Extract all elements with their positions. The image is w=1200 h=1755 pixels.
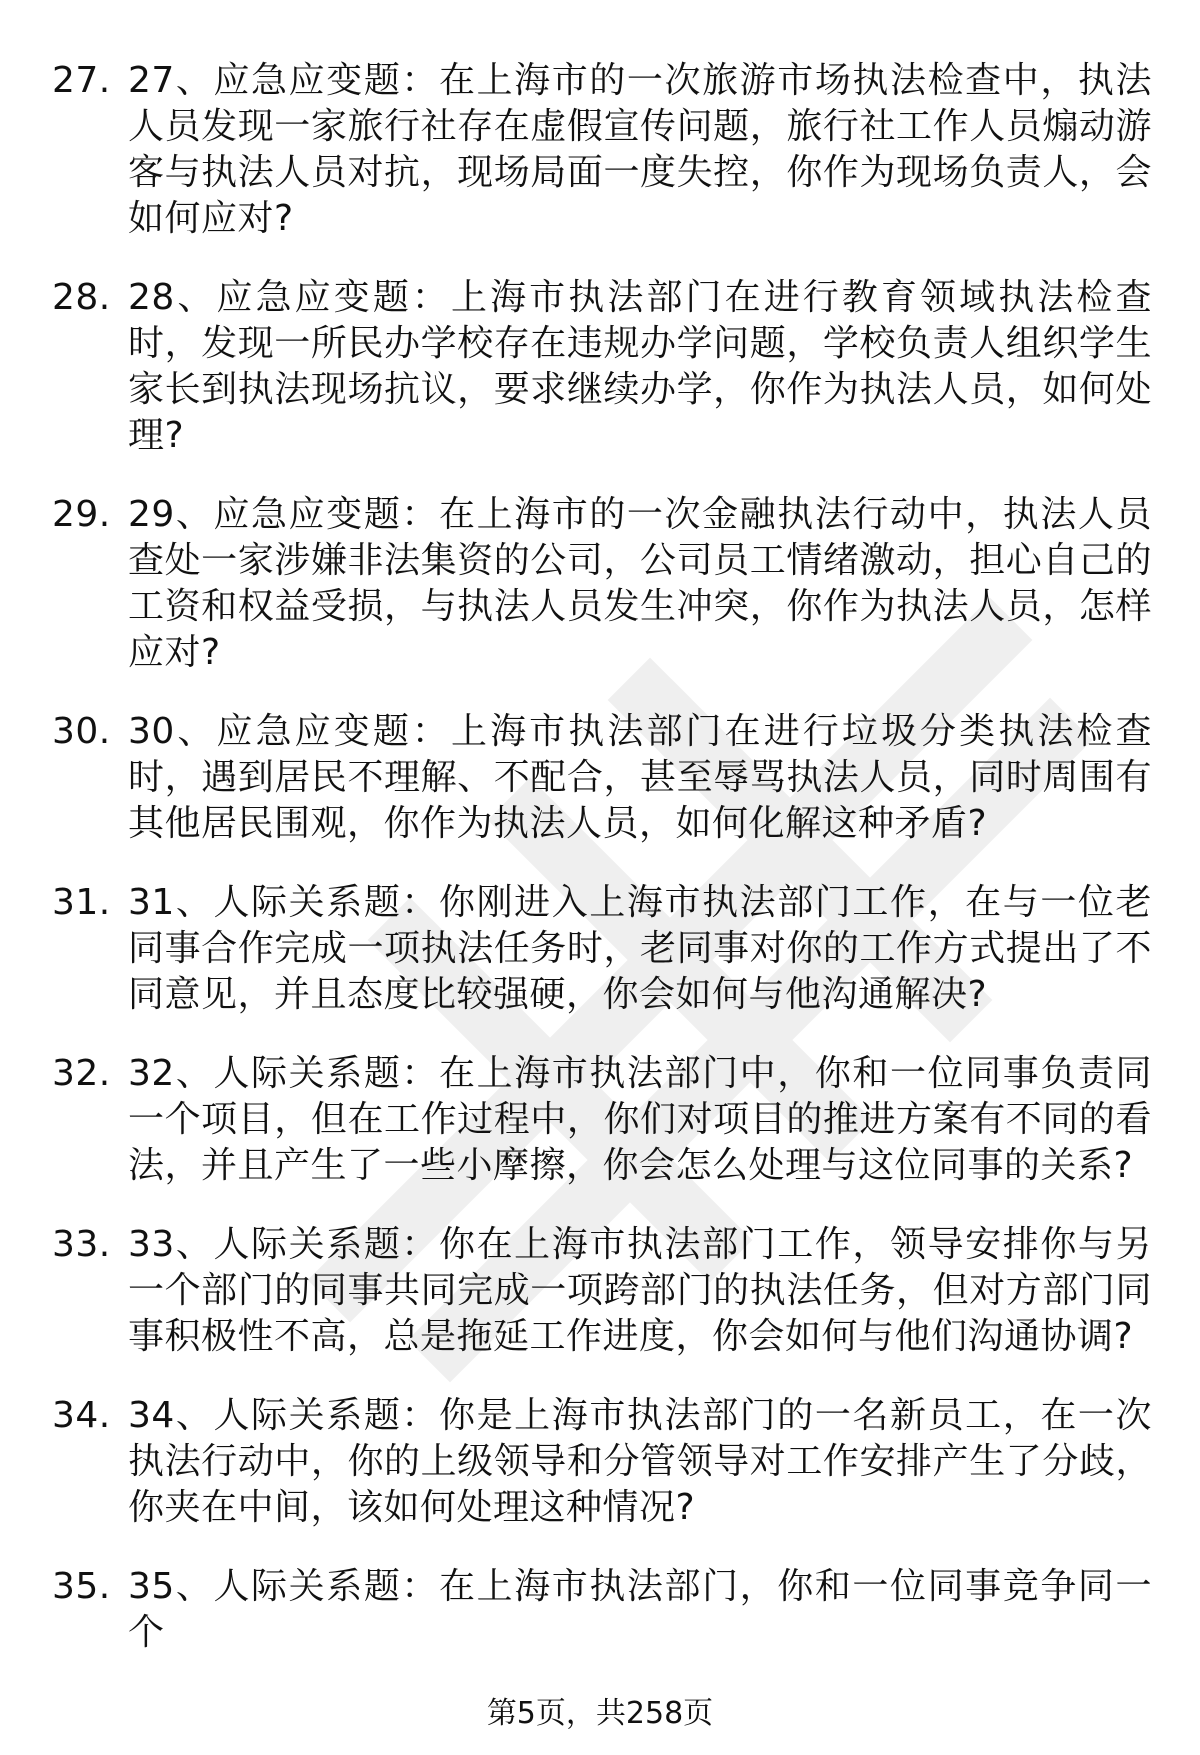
question-text: 28、应急应变题：上海市执法部门在进行教育领域执法检查时，发现一所民办学校存在违规办学问题，学校负责人组织学生家长到执法现场抗议，要求继续办学，你作为执法人员，如何处理? — [128, 277, 1152, 456]
question-item — [52, 1393, 1152, 1531]
question-text: 32、人际关系题：在上海市执法部门中，你和一位同事负责同一个项目，但在工作过程中，你们对项目的推进方案有不同的看法，并且产生了一些小摩擦，你会怎么处理与这位同事的关系? — [128, 1053, 1152, 1186]
question-item — [52, 709, 1152, 847]
question-text: 30、应急应变题：上海市执法部门在进行垃圾分类执法检查时，遇到居民不理解、不配合，甚至辱骂执法人员，同时周围有其他居民围观，你作为执法人员，如何化解这种矛盾? — [128, 711, 1152, 844]
question-text: 35、人际关系题：在上海市执法部门，你和一位同事竞争同一个 — [128, 1566, 1152, 1653]
question-number: 33. — [52, 1224, 111, 1265]
question-number: 28. — [52, 277, 111, 318]
question-item — [52, 58, 1152, 242]
page-footer — [0, 1694, 1200, 1734]
question-number: 31. — [52, 882, 111, 923]
question-item — [52, 1051, 1152, 1189]
question-number: 27. — [52, 60, 111, 101]
question-item — [52, 880, 1152, 1018]
question-text: 29、应急应变题：在上海市的一次金融执法行动中，执法人员查处一家涉嫌非法集资的公司，公司员工情绪激动，担心自己的工资和权益受损，与执法人员发生冲突，你作为执法人员，怎样应对? — [128, 494, 1152, 673]
question-list — [52, 58, 1152, 1689]
question-number: 34. — [52, 1395, 111, 1436]
question-number: 30. — [52, 711, 111, 752]
question-text: 27、应急应变题：在上海市的一次旅游市场执法检查中，执法人员发现一家旅行社存在虚假宣传问题，旅行社工作人员煽动游客与执法人员对抗，现场局面一度失控，你作为现场负责人，会如何应对? — [128, 60, 1152, 239]
question-item — [52, 1564, 1152, 1656]
question-text: 34、人际关系题：你是上海市执法部门的一名新员工，在一次执法行动中，你的上级领导和分管领导对工作安排产生了分歧，你夹在中间，该如何处理这种情况? — [128, 1395, 1152, 1528]
question-number: 32. — [52, 1053, 111, 1094]
question-item — [52, 1222, 1152, 1360]
question-item — [52, 275, 1152, 459]
question-text: 31、人际关系题：你刚进入上海市执法部门工作，在与一位老同事合作完成一项执法任务时，老同事对你的工作方式提出了不同意见，并且态度比较强硬，你会如何与他沟通解决? — [128, 882, 1152, 1015]
question-item — [52, 492, 1152, 676]
question-number: 29. — [52, 494, 111, 535]
question-number: 35. — [52, 1566, 111, 1607]
page-number-label: 第5页，共258页 — [486, 1696, 714, 1731]
question-text: 33、人际关系题：你在上海市执法部门工作，领导安排你与另一个部门的同事共同完成一项跨部门的执法任务，但对方部门同事积极性不高，总是拖延工作进度，你会如何与他们沟通协调? — [128, 1224, 1152, 1357]
